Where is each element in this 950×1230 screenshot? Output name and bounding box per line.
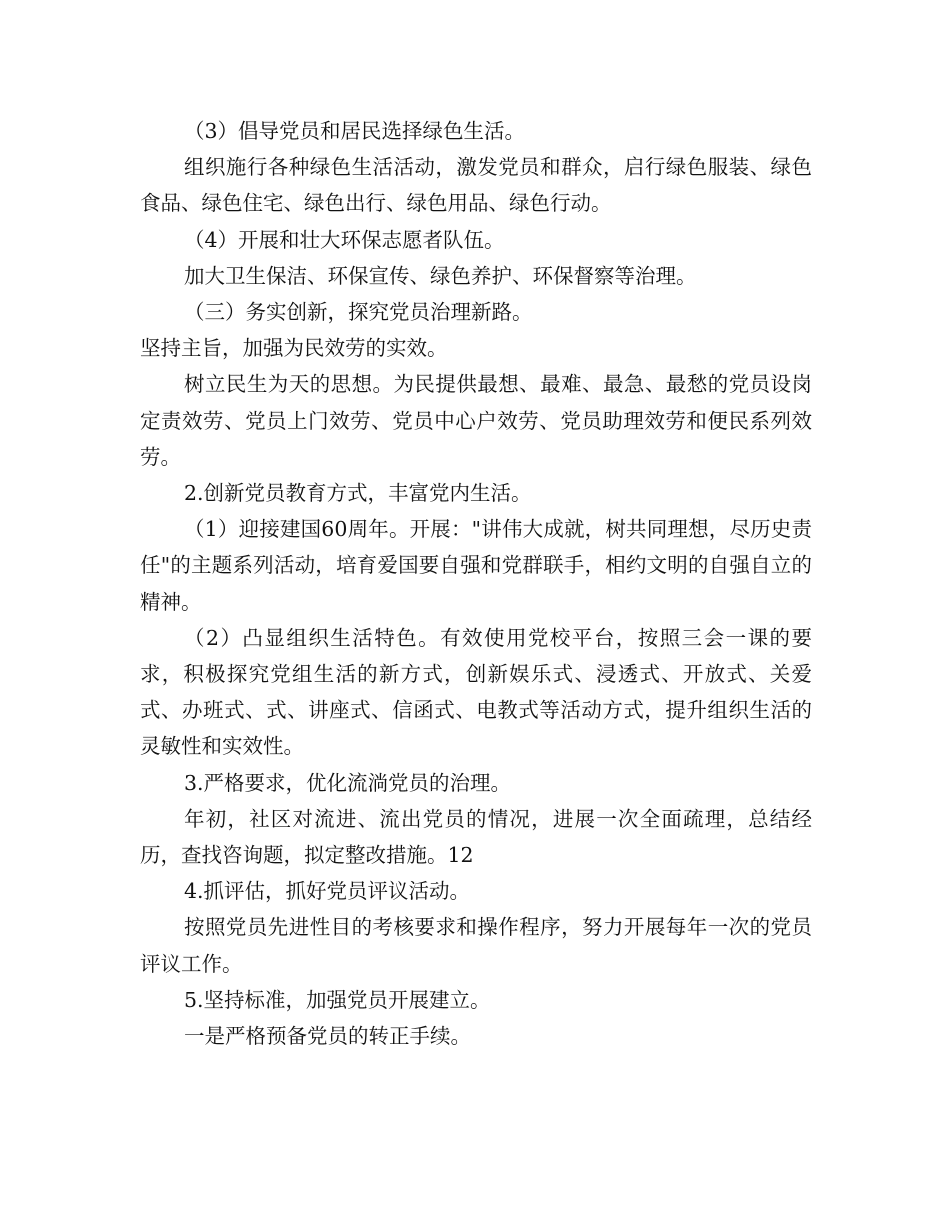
paragraph: 组织施行各种绿色生活活动，激发党员和群众，启行绿色服装、绿色食品、绿色住宅、绿色出行、绿色用品、绿色行动。 bbox=[140, 155, 812, 216]
paragraph: 按照党员先进性目的考核要求和操作程序，努力开展每年一次的党员评议工作。 bbox=[140, 915, 812, 976]
paragraph-subheading: 4.抓评估，抓好党员评议活动。 bbox=[184, 879, 471, 904]
paragraph-subheading: 5.坚持标准，加强党员开展建立。 bbox=[184, 987, 491, 1012]
paragraph: 年初，社区对流进、流出党员的情况，进展一次全面疏理，总结经历，查找咨询题，拟定整改措施。12 bbox=[140, 806, 812, 868]
paragraph: 树立民生为天的思想。为民提供最想、最难、最急、最愁的党员设岗定责效劳、党员上门效劳、党员中心户效劳、党员助理效劳和便民系列效劳。 bbox=[140, 372, 812, 469]
paragraph: （1）迎接建国60周年。开展："讲伟大成就，树共同理想，尽历史责任"的主题系列活动，培育爱国要自强和党群联手，相约文明的自强自立的精神。 bbox=[140, 517, 812, 614]
paragraph: 坚持主旨，加强为民效劳的实效。 bbox=[140, 336, 448, 361]
paragraph-subheading: （3）倡导党员和居民选择绿色生活。 bbox=[184, 119, 526, 143]
paragraph-subheading: 2.创新党员教育方式，丰富党内生活。 bbox=[184, 481, 532, 506]
paragraph-subheading: 3.严格要求，优化流淌党员的治理。 bbox=[184, 770, 512, 795]
section-heading: （三）务实创新，探究党员治理新路。 bbox=[184, 300, 533, 325]
paragraph: 加大卫生保洁、环保宣传、绿色养护、环保督察等治理。 bbox=[184, 263, 697, 288]
paragraph: （2）凸显组织生活特色。有效使用党校平台，按照三会一课的要求，积极探究党组生活的新方式，创新娱乐式、浸透式、开放式、关爱式、办班式、式、讲座式、信函式、电教式等活动方式，提升组织生活的灵敏性和实效性。 bbox=[140, 625, 812, 759]
paragraph: 一是严格预备党员的转正手续。 bbox=[184, 1024, 471, 1049]
paragraph-subheading: （4）开展和壮大环保志愿者队伍。 bbox=[184, 227, 505, 252]
document-body bbox=[140, 113, 812, 1054]
